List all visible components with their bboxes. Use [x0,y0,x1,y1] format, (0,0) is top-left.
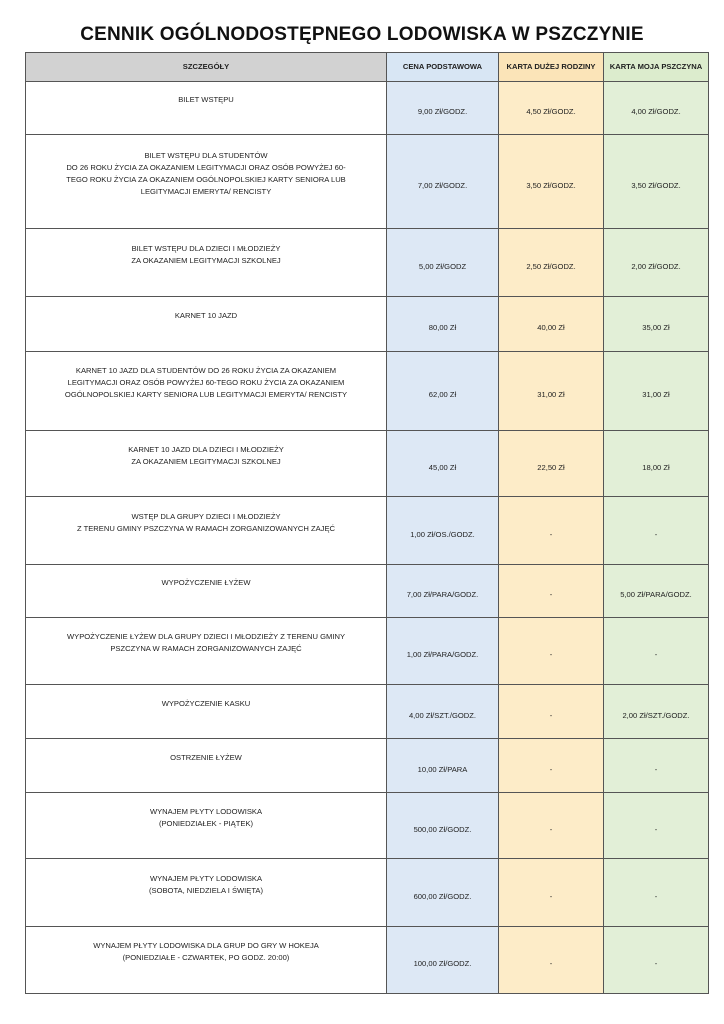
local-card-cell: 4,00 Zł/GODZ. [604,82,709,135]
family-card-cell: - [499,685,604,739]
family-card-cell: 2,50 Zł/GODZ. [499,229,604,297]
base-price-cell: 5,00 Zł/GODZ [387,229,499,297]
local-card-cell: - [604,927,709,994]
base-price-cell: 9,00 Zł/GODZ. [387,82,499,135]
row-details: BILET WSTĘPU DLA STUDENTÓW DO 26 ROKU ŻYCIA ZA OKAZANIEM LEGITYMACJI ORAZ OSÓB POWYŻEJ 60- TEGO ROKU ŻYCIA ZA OKAZANIEM OGÓLNOPOLSKIEJ KARTY SENIORA LUB LEGITYMACJI EMERYTA/ RENCISTY [26,135,387,229]
local-card-cell: 31,00 Zł [604,352,709,431]
row-details: WSTĘP DLA GRUPY DZIECI I MŁODZIEŻY Z TERENU GMINY PSZCZYNA W RAMACH ZORGANIZOWANYCH ZAJĘĆ [26,497,387,565]
table-row [26,859,709,927]
local-card-cell: 2,00 Zł/SZT./GODZ. [604,685,709,739]
row-details: KARNET 10 JAZD DLA STUDENTÓW DO 26 ROKU ŻYCIA ZA OKAZANIEM LEGITYMACJI ORAZ OSÓB POWYŻEJ 60-TEGO ROKU ŻYCIA ZA OKAZANIEM OGÓLNOPOLSKIEJ KARTY SENIORA LUB LEGITYMACJI EMERYTA/ RENCISTY [26,352,387,431]
local-card-cell: 3,50 Zł/GODZ. [604,135,709,229]
row-details: WYNAJEM PŁYTY LODOWISKA DLA GRUP DO GRY W HOKEJA (PONIEDZIAŁE - CZWARTEK, PO GODZ. 20:00) [26,927,387,994]
family-card-cell: - [499,793,604,859]
table-row [26,685,709,739]
base-price-cell: 500,00 Zł/GODZ. [387,793,499,859]
local-card-cell: - [604,618,709,685]
local-card-cell: 2,00 Zł/GODZ. [604,229,709,297]
row-details: BILET WSTĘPU [26,82,387,135]
table-row [26,565,709,618]
price-table [25,52,709,994]
base-price-cell: 100,00 Zł/GODZ. [387,927,499,994]
base-price-cell: 4,00 Zł/SZT./GODZ. [387,685,499,739]
base-price-cell: 80,00 Zł [387,297,499,352]
row-details: WYNAJEM PŁYTY LODOWISKA (SOBOTA, NIEDZIELA I ŚWIĘTA) [26,859,387,927]
family-card-cell: 4,50 Zł/GODZ. [499,82,604,135]
local-card-cell: 5,00 Zł/PARA/GODZ. [604,565,709,618]
header-local-card: KARTA MOJA PSZCZYNA [604,53,709,82]
table-row [26,927,709,994]
row-details: WYPOŻYCZENIE ŁYŻEW [26,565,387,618]
row-details: WYPOŻYCZENIE ŁYŻEW DLA GRUPY DZIECI I MŁODZIEŻY Z TERENU GMINY PSZCZYNA W RAMACH ZORGANIZOWANYCH ZAJĘĆ [26,618,387,685]
family-card-cell: - [499,497,604,565]
family-card-cell: - [499,859,604,927]
family-card-cell: - [499,927,604,994]
base-price-cell: 62,00 Zł [387,352,499,431]
page-title: CENNIK OGÓLNODOSTĘPNEGO LODOWISKA W PSZCZYNIE [80,24,644,45]
local-card-cell: - [604,497,709,565]
local-card-cell: 35,00 Zł [604,297,709,352]
base-price-cell: 45,00 Zł [387,431,499,497]
family-card-cell: 22,50 Zł [499,431,604,497]
local-card-cell: 18,00 Zł [604,431,709,497]
table-row [26,82,709,135]
local-card-cell: - [604,739,709,793]
row-details: OSTRZENIE ŁYŻEW [26,739,387,793]
base-price-cell: 1,00 Zł/PARA/GODZ. [387,618,499,685]
row-details: WYPOŻYCZENIE KASKU [26,685,387,739]
base-price-cell: 10,00 Zł/PARA [387,739,499,793]
local-card-cell: - [604,793,709,859]
family-card-cell: - [499,618,604,685]
table-row [26,297,709,352]
family-card-cell: - [499,565,604,618]
row-details: KARNET 10 JAZD [26,297,387,352]
family-card-cell: - [499,739,604,793]
row-details: BILET WSTĘPU DLA DZIECI I MŁODZIEŻY ZA OKAZANIEM LEGITYMACJI SZKOLNEJ [26,229,387,297]
header-details: SZCZEGÓŁY [26,53,387,82]
base-price-cell: 1,00 Zł/OS./GODZ. [387,497,499,565]
local-card-cell: - [604,859,709,927]
base-price-cell: 7,00 Zł/PARA/GODZ. [387,565,499,618]
table-row [26,135,709,229]
base-price-cell: 600,00 Zł/GODZ. [387,859,499,927]
table-row [26,352,709,431]
family-card-cell: 31,00 Zł [499,352,604,431]
row-details: KARNET 10 JAZD DLA DZIECI I MŁODZIEŻY ZA OKAZANIEM LEGITYMACJI SZKOLNEJ [26,431,387,497]
family-card-cell: 40,00 Zł [499,297,604,352]
table-row [26,229,709,297]
table-header-row [26,53,709,82]
table-row [26,431,709,497]
table-row [26,497,709,565]
header-family-card: KARTA DUŻEJ RODZINY [499,53,604,82]
table-row [26,793,709,859]
table-row [26,739,709,793]
family-card-cell: 3,50 Zł/GODZ. [499,135,604,229]
base-price-cell: 7,00 Zł/GODZ. [387,135,499,229]
table-row [26,618,709,685]
header-base-price: CENA PODSTAWOWA [387,53,499,82]
row-details: WYNAJEM PŁYTY LODOWISKA (PONIEDZIAŁEK - PIĄTEK) [26,793,387,859]
